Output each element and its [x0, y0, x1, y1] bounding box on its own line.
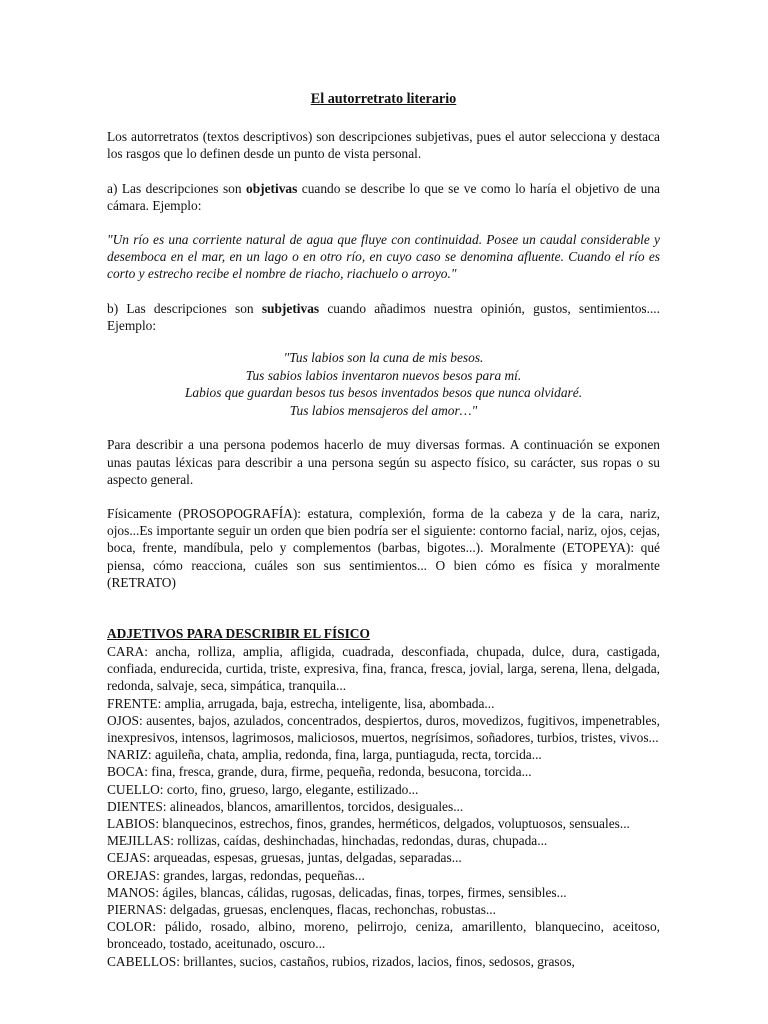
- poem-line: Labios que guardan besos tus besos inventados besos que nunca olvidaré.: [184, 385, 583, 401]
- objective-prefix: a) Las descripciones son: [107, 180, 246, 196]
- adjective-item: BOCA: fina, fresca, grande, dura, firme, pequeña, redonda, besucona, torcida...: [107, 764, 532, 780]
- adjective-item: OREJAS: grandes, largas, redondas, pequeñas...: [107, 867, 365, 883]
- objective-suffix: cuando se describe lo que se ve como lo haría el objetivo de una cámara. Ejemplo:: [107, 180, 660, 213]
- objective-example: "Un río es una corriente natural de agua que fluye con continuidad. Posee un caudal considerable y desemboca en el mar, en un lago o en otro río, en cuyo caso se denomina afluente. Cuando el río es corto y estrecho recibe el nombre de riacho, riachuelo o arroyo.": [107, 232, 660, 282]
- subjective-prefix: b) Las descripciones son: [107, 300, 262, 316]
- adjectives-heading: ADJETIVOS PARA DESCRIBIR EL FÍSICO: [107, 626, 370, 642]
- physical-paragraph: Físicamente (PROSOPOGRAFÍA): estatura, complexión, forma de la cabeza y de la cara, nariz, ojos...Es importante seguir un orden que bien podría ser el siguiente: contorno facial, nariz, ojos, cejas, boca, frente, mandíbula, pelo y complementos (barbas, bigotes...). Moralmente (ETOPEYA): qué piensa, cómo reacciona, cuáles son sus sentimientos... O bien cómo es física y moralmente (RETRATO): [107, 506, 660, 590]
- poem-line: Tus labios mensajeros del amor…": [289, 402, 478, 418]
- adjective-item: PIERNAS: delgadas, gruesas, enclenques, flacas, rechonchas, robustas...: [107, 902, 496, 918]
- describe-paragraph: Para describir a una persona podemos hacerlo de muy diversas formas. A continuación se exponen unas pautas léxicas para describir a una persona según su aspecto físico, su carácter, sus ropas o su aspecto general.: [107, 437, 660, 487]
- adjective-item: DIENTES: alineados, blancos, amarillentos, torcidos, desiguales...: [107, 798, 464, 814]
- adjective-item: MEJILLAS: rollizas, caídas, deshinchadas, hinchadas, redondas, duras, chupada...: [107, 833, 548, 849]
- adjective-item: FRENTE: amplia, arrugada, baja, estrecha, inteligente, lisa, abombada...: [107, 695, 495, 711]
- objective-paragraph: [107, 180, 660, 214]
- objective-bold: objetivas: [246, 180, 298, 196]
- document-page: [107, 91, 660, 970]
- adjective-item: OJOS: ausentes, bajos, azulados, concentrados, despiertos, duros, movedizos, fugitivos, impenetrables, inexpresivos, intensos, lagrimosos, maliciosos, muertos, negrísimos, soñadores, turbios, tristes, vivos...: [107, 712, 660, 746]
- adjective-item: MANOS: ágiles, blancas, cálidas, rugosas, delicadas, finas, torpes, firmes, sensibles...: [107, 884, 567, 900]
- adjectives-list: [107, 643, 660, 970]
- subjective-bold: subjetivas: [261, 300, 320, 316]
- adjective-item: LABIOS: blanquecinos, estrechos, finos, grandes, herméticos, delgados, voluptuosos, sensuales...: [107, 816, 630, 832]
- adjective-item: COLOR: pálido, rosado, albino, moreno, pelirrojo, ceniza, amarillento, blanquecino, aceitoso, bronceado, tostado, aceitunado, oscuro...: [107, 919, 660, 952]
- document-title: El autorretrato literario: [310, 91, 457, 107]
- adjective-item: NARIZ: aguileña, chata, amplia, redonda, fina, larga, puntiaguda, recta, torcida...: [107, 747, 542, 763]
- poem-line: Tus sabios labios inventaron nuevos besos para mí.: [245, 367, 522, 383]
- subjective-paragraph: [107, 300, 660, 334]
- subjective-suffix: cuando añadimos nuestra opinión, gustos, sentimientos.... Ejemplo:: [107, 300, 660, 333]
- adjective-item: CEJAS: arqueadas, espesas, gruesas, juntas, delgadas, separadas...: [107, 850, 462, 866]
- adjective-item: CABELLOS: brillantes, sucios, castaños, rubios, rizados, lacios, finos, sedosos, grasos,: [107, 953, 575, 969]
- poem-example: [107, 349, 660, 419]
- poem-line: "Tus labios son la cuna de mis besos.: [283, 350, 484, 366]
- intro-paragraph: Los autorretratos (textos descriptivos) son descripciones subjetivas, pues el autor selecciona y destaca los rasgos que lo definen desde un punto de vista personal.: [107, 129, 660, 162]
- adjective-item: CUELLO: corto, fino, grueso, largo, elegante, estilizado...: [107, 781, 419, 797]
- adjective-item: CARA: ancha, rolliza, amplia, afligida, cuadrada, desconfiada, chupada, dulce, dura, castigada, confiada, endurecida, curtida, triste, expresiva, fina, franca, fresca, jovial, larga, serena, llena, delgada, redonda, salvaje, seca, simpática, tranquila...: [107, 644, 660, 694]
